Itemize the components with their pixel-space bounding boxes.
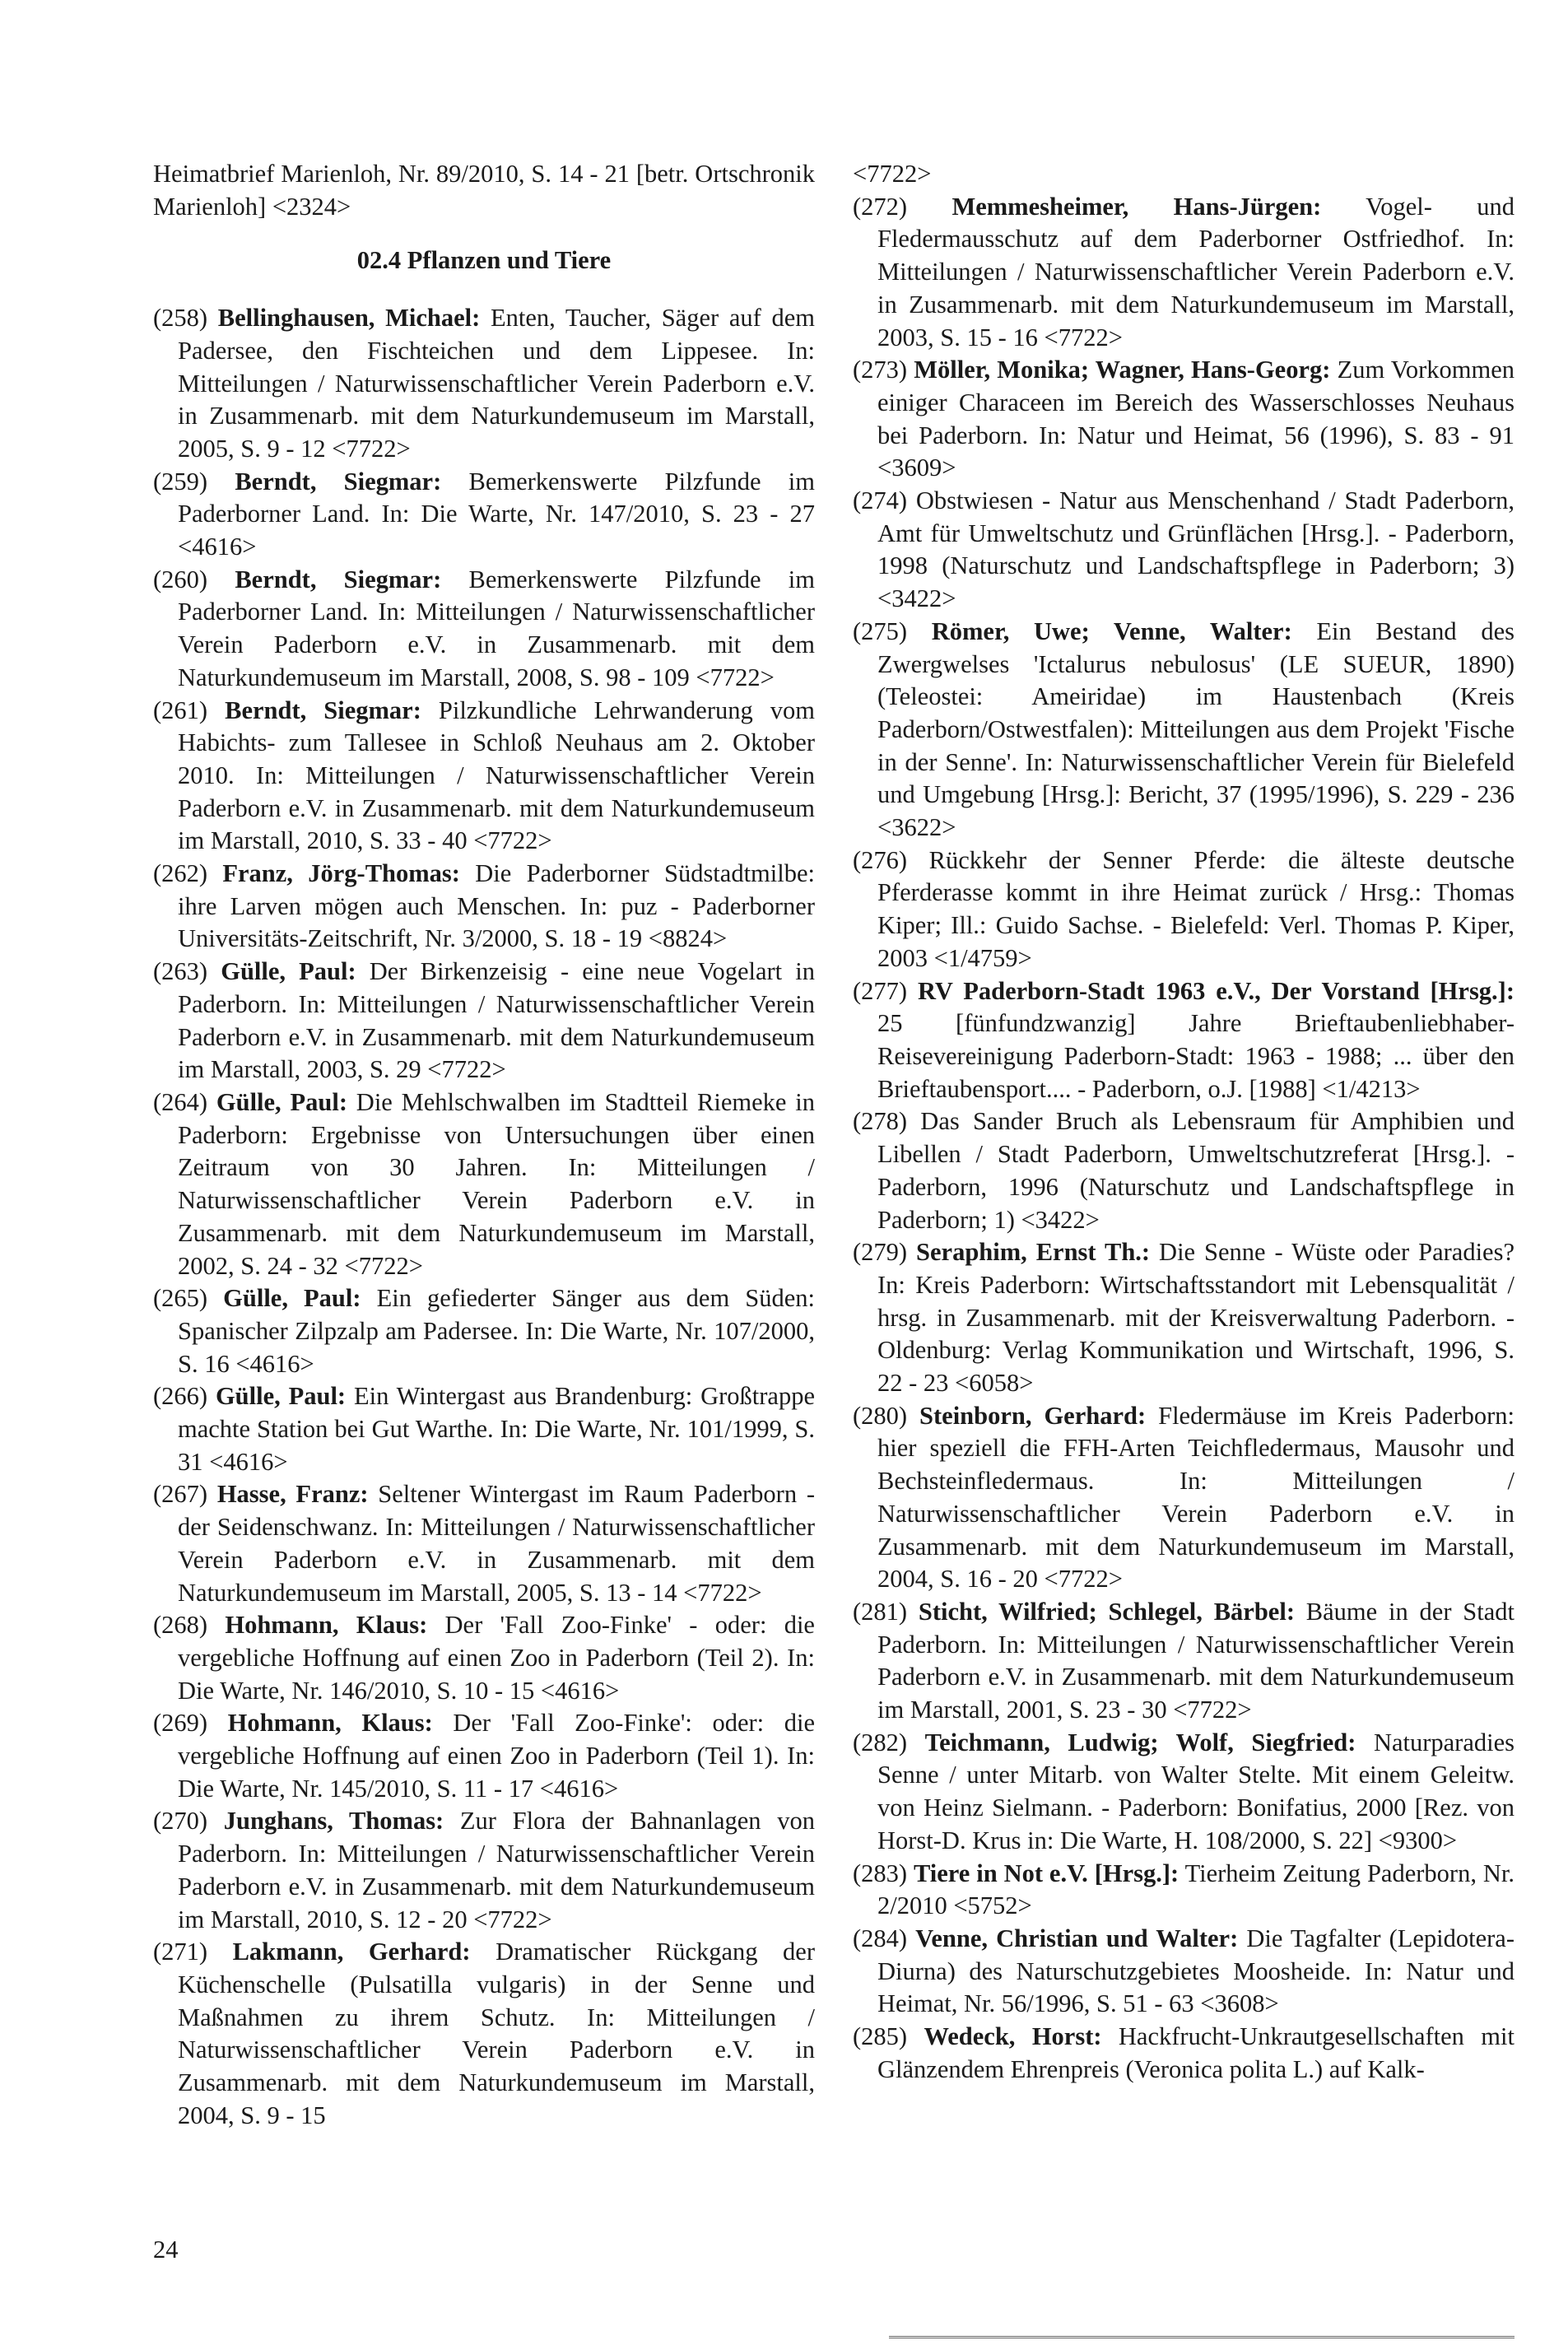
entry-author: RV Paderborn-Stadt 1963 e.V., Der Vorstand [Hrsg.]: bbox=[917, 976, 1514, 1005]
entry-number: (264) bbox=[153, 1087, 216, 1116]
entry-author: Venne, Christian und Walter: bbox=[915, 1924, 1239, 1952]
entry-number: (273) bbox=[853, 356, 914, 384]
entry-author: Gülle, Paul: bbox=[216, 1087, 347, 1116]
entry-author: Teichmann, Ludwig; Wolf, Siegfried: bbox=[924, 1728, 1356, 1756]
entry-text: 25 [fünfundzwanzig] Jahre Brieftaubenliebhaber-Reisevereinigung Paderborn-Stadt: 1963 - 1988; ... über den Brieftaubensport.... - Paderborn, o.J. [1988] <1/4213> bbox=[877, 1009, 1514, 1103]
bibliography-entry bbox=[153, 858, 815, 956]
bibliography-entry bbox=[153, 466, 815, 564]
entry-number: (283) bbox=[853, 1859, 914, 1887]
entry-number: (277) bbox=[853, 976, 918, 1005]
entry-text: Das Sander Bruch als Lebensraum für Amphibien und Libellen / Stadt Paderborn, Umweltschutzreferat [Hrsg.]. - Paderborn, 1996 (Naturschutz und Landschaftspflege in Paderborn; 1) <3422> bbox=[877, 1107, 1514, 1234]
entry-text: Ein Bestand des Zwergwelses 'Ictalurus nebulosus' (LE SUEUR, 1890) (Teleostei: Ameiridae) im Haustenbach (Kreis Paderborn/Ostwestfalen): Mitteilungen aus dem Projekt 'Fische in der Senne'. In: Naturwissenschaftlicher Verein für Bielefeld und Umgebung [Hrsg.]: Bericht, 37 (1995/1996), S. 229 - 236 <3622> bbox=[877, 616, 1514, 842]
page-number: 24 bbox=[153, 2236, 179, 2264]
bibliography-entry bbox=[153, 1478, 815, 1609]
bibliography-entry bbox=[853, 354, 1514, 485]
entry-text: Seltener Wintergast im Raum Paderborn - der Seidenschwanz. In: Mitteilungen / Naturwissenschaftlicher Verein Paderborn e.V. in Zusammenarb. mit dem Naturkundemuseum im Marstall, 2005, S. 13 - 14 <7722> bbox=[178, 1480, 815, 1607]
entry-text: Zum Vorkommen einiger Characeen im Bereich des Wasserschlosses Neuhaus bei Paderborn. In: Natur und Heimat, 56 (1996), S. 83 - 91 <3609> bbox=[877, 356, 1514, 482]
entry-number: (261) bbox=[153, 696, 226, 724]
entry-author: Gülle, Paul: bbox=[223, 1284, 361, 1313]
bibliography-entry bbox=[153, 956, 815, 1086]
entry-text: Dramatischer Rückgang der Küchenschelle (Pulsatilla vulgaris) in der Senne und Maßnahmen zu ihrem Schutz. In: Mitteilungen / Naturwissenschaftlicher Verein Paderborn e.V. in Zusammenarb. mit dem Naturkundemuseum im Marstall, 2004, S. 9 - 15 bbox=[178, 1938, 815, 2129]
entry-text: Rückkehr der Senner Pferde: die älteste deutsche Pferderasse kommt in ihre Heimat zurück / Hrsg.: Thomas Kiper; Ill.: Guido Sachse. - Bielefeld: Verl. Thomas P. Kiper, 2003 <1/4759> bbox=[877, 845, 1514, 972]
bibliography-entry bbox=[153, 1380, 815, 1478]
entry-number: (278) bbox=[853, 1107, 921, 1136]
bibliography-entry bbox=[153, 1282, 815, 1380]
bibliography-entry bbox=[853, 1858, 1514, 1923]
bibliography-entry bbox=[853, 485, 1514, 616]
continued-entry-text: Heimatbrief Marienloh, Nr. 89/2010, S. 14 - 21 [betr. Ortschronik Marienloh] <2324> bbox=[153, 160, 815, 221]
bibliography-entry bbox=[153, 1936, 815, 2132]
section-heading: 02.4 Pflanzen und Tiere bbox=[356, 246, 612, 275]
bibliography-entry bbox=[853, 975, 1514, 1106]
entry-number: (274) bbox=[853, 486, 916, 515]
bibliography-entry bbox=[853, 1923, 1514, 2021]
entry-text: Ein gefiederter Sänger aus dem Süden: Spanischer Zilpzalp am Padersee. In: Die Warte, Nr. 107/2000, S. 16 <4616> bbox=[178, 1284, 815, 1378]
bibliography-entry bbox=[153, 1086, 815, 1282]
entry-text: Die Paderborner Südstadtmilbe: ihre Larven mögen auch Menschen. In: puz - Paderborner Universitäts-Zeitschrift, Nr. 3/2000, S. 18 - 19 <8824> bbox=[178, 859, 815, 953]
entry-author: Memmesheimer, Hans-Jürgen: bbox=[952, 192, 1322, 221]
bibliography-entry bbox=[853, 1400, 1514, 1596]
entry-number: (265) bbox=[153, 1284, 224, 1313]
bibliography-entry bbox=[853, 844, 1514, 975]
entry-number: (263) bbox=[153, 957, 221, 986]
entry-author: Hasse, Franz: bbox=[216, 1480, 369, 1509]
entry-text: Die Mehlschwalben im Stadtteil Riemeke in Paderborn: Ergebnisse von Untersuchungen über einen Zeitraum von 30 Jahren. In: Mitteilungen / Naturwissenschaftlicher Verein Paderborn e.V. in Zusammenarb. mit dem Naturkundemuseum im Marstall, 2002, S. 24 - 32 <7722> bbox=[178, 1087, 815, 1280]
entry-number: (258) bbox=[153, 304, 218, 333]
entry-text: Obstwiesen - Natur aus Menschenhand / Stadt Paderborn, Amt für Umweltschutz und Grünflächen [Hrsg.]. - Paderborn, 1998 (Naturschutz und Landschaftspflege in Paderborn; 3) <3422> bbox=[877, 486, 1514, 613]
entry-text: Tierheim Zeitung Paderborn, Nr. 2/2010 <5752> bbox=[877, 1859, 1514, 1920]
entry-number: (272) bbox=[853, 192, 952, 221]
entry-text: Hackfrucht-Unkrautgesellschaften mit Glänzendem Ehrenpreis (Veronica polita L.) auf Kalk- bbox=[877, 2022, 1514, 2083]
entry-number: (266) bbox=[153, 1382, 216, 1411]
entry-number: (270) bbox=[153, 1807, 224, 1836]
entry-author: Gülle, Paul: bbox=[215, 1382, 347, 1411]
entry-text: Naturparadies Senne / unter Mitarb. von Walter Stelte. Mit einem Geleitw. von Heinz Sielmann. - Paderborn: Bonifatius, 2000 [Rez. von Horst-D. Krus in: Die Warte, H. 108/2000, S. 22] <9300> bbox=[877, 1728, 1514, 1854]
entry-text: Bemerkenswerte Pilzfunde im Paderborner Land. In: Die Warte, Nr. 147/2010, S. 23 - 27 <4616> bbox=[178, 467, 815, 561]
bibliography-entry bbox=[853, 1105, 1514, 1236]
entry-text: Bäume in der Stadt Paderborn. In: Mitteilungen / Naturwissenschaftlicher Verein Paderborn e.V. in Zusammenarb. mit dem Naturkundemuseum im Marstall, 2001, S. 23 - 30 <7722> bbox=[877, 1597, 1514, 1724]
entry-number: (271) bbox=[153, 1938, 233, 1966]
entry-author: Berndt, Siegmar: bbox=[235, 467, 442, 496]
entry-text: Die Tagfalter (Lepidotera-Diurna) des Naturschutzgebietes Moosheide. In: Natur und Heimat, Nr. 56/1996, S. 51 - 63 <3608> bbox=[877, 1924, 1514, 2018]
entry-number: (262) bbox=[153, 859, 223, 888]
entry-author: Junghans, Thomas: bbox=[223, 1807, 444, 1836]
entry-author: Sticht, Wilfried; Schlegel, Bärbel: bbox=[918, 1597, 1295, 1626]
entry-number: (279) bbox=[853, 1238, 917, 1267]
entry-author: Seraphim, Ernst Th.: bbox=[916, 1238, 1151, 1267]
entry-text: Der 'Fall Zoo-Finke' - oder: die vergebliche Hoffnung auf einen Zoo in Paderborn (Teil 2). In: Die Warte, Nr. 146/2010, S. 10 - 15 <4616> bbox=[178, 1611, 815, 1705]
entry-number: (275) bbox=[853, 616, 932, 645]
entry-number: (281) bbox=[853, 1597, 919, 1626]
bibliography-entry bbox=[853, 1727, 1514, 1858]
entry-author: Berndt, Siegmar: bbox=[235, 565, 442, 593]
bibliography-entry bbox=[153, 1609, 815, 1707]
bibliography-entry bbox=[153, 564, 815, 695]
entry-author: Möller, Monika; Wagner, Hans-Georg: bbox=[914, 356, 1331, 384]
entry-author: Gülle, Paul: bbox=[221, 957, 356, 986]
entry-text: Bemerkenswerte Pilzfunde im Paderborner Land. In: Mitteilungen / Naturwissenschaftlicher Verein Paderborn e.V. in Zusammenarb. mit dem Naturkundemuseum im Marstall, 2008, S. 98 - 109 <7722> bbox=[178, 565, 815, 691]
bibliography-entry bbox=[853, 1596, 1514, 1727]
entry-number: (267) bbox=[153, 1480, 217, 1509]
entry-author: Franz, Jörg-Thomas: bbox=[222, 859, 460, 888]
entry-author: Bellinghausen, Michael: bbox=[217, 304, 481, 333]
bibliography-entry bbox=[853, 2021, 1514, 2086]
bibliography-entry bbox=[153, 695, 815, 858]
entry-number: (268) bbox=[153, 1611, 226, 1640]
entry-author: Wedeck, Horst: bbox=[924, 2022, 1102, 2051]
footer-rule bbox=[889, 2336, 1514, 2338]
entry-number: (285) bbox=[853, 2022, 924, 2051]
bibliography-list-left bbox=[153, 302, 815, 2132]
bibliography-list-right bbox=[853, 191, 1514, 2087]
entry-text: Fledermäuse im Kreis Paderborn: hier speziell die FFH-Arten Teichfledermaus, Mausohr und Bechsteinfledermaus. In: Mitteilungen / Naturwissenschaftlicher Verein Paderborn e.V. in Zusammenarb. mit dem Naturkundemuseum im Marstall, 2004, S. 16 - 20 <7722> bbox=[877, 1401, 1514, 1594]
entry-text: Enten, Taucher, Säger auf dem Padersee, den Fischteichen und dem Lippesee. In: Mitteilungen / Naturwissenschaftlicher Verein Paderborn e.V. in Zusammenarb. mit dem Naturkundemuseum im Marstall, 2005, S. 9 - 12 <7722> bbox=[178, 304, 815, 463]
entry-text: Der Birkenzeisig - eine neue Vogelart in Paderborn. In: Mitteilungen / Naturwissenschaftlicher Verein Paderborn e.V. in Zusammenarb. mit dem Naturkundemuseum im Marstall, 2003, S. 29 <7722> bbox=[178, 957, 815, 1084]
entry-number: (276) bbox=[853, 845, 929, 874]
right-column bbox=[853, 158, 1514, 2086]
entry-number: (260) bbox=[153, 565, 235, 593]
bibliography-entry bbox=[153, 302, 815, 466]
bibliography-entry bbox=[853, 1236, 1514, 1400]
entry-text: Ein Wintergast aus Brandenburg: Großtrappe machte Station bei Gut Warthe. In: Die Warte, Nr. 101/1999, S. 31 <4616> bbox=[178, 1382, 815, 1476]
entry-author: Steinborn, Gerhard: bbox=[919, 1401, 1147, 1430]
entry-author: Berndt, Siegmar: bbox=[225, 696, 421, 724]
bibliography-entry bbox=[153, 1707, 815, 1805]
entry-author: Römer, Uwe; Venne, Walter: bbox=[931, 616, 1292, 645]
bibliography-entry bbox=[853, 191, 1514, 355]
entry-text: Pilzkundliche Lehrwanderung vom Habichts- zum Tallesee in Schloß Neuhaus am 2. Oktober 2010. In: Mitteilungen / Naturwissenschaftlicher Verein Paderborn e.V. in Zusammenarb. mit dem Naturkundemuseum im Marstall, 2010, S. 33 - 40 <7722> bbox=[178, 696, 815, 855]
bibliography-entry bbox=[153, 1805, 815, 1936]
entry-text: Die Senne - Wüste oder Paradies? In: Kreis Paderborn: Wirtschaftsstandort mit Lebensqualität / hrsg. in Zusammenarb. mit der Kreisverwaltung Paderborn. - Oldenburg: Verlag Kommunikation und Wirtschaft, 1996, S. 22 - 23 <6058> bbox=[877, 1238, 1514, 1398]
entry-author: Hohmann, Klaus: bbox=[225, 1611, 428, 1640]
entry-number: (282) bbox=[853, 1728, 925, 1756]
bibliography-entry bbox=[853, 616, 1514, 844]
entry-number: (259) bbox=[153, 467, 235, 496]
entry-author: Hohmann, Klaus: bbox=[227, 1709, 433, 1738]
entry-number: (284) bbox=[853, 1924, 916, 1952]
entry-author: Tiere in Not e.V. [Hrsg.]: bbox=[913, 1859, 1179, 1887]
entry-author: Lakmann, Gerhard: bbox=[232, 1938, 471, 1966]
entry-number: (280) bbox=[853, 1401, 920, 1430]
entry-text: Vogel- und Fledermausschutz auf dem Paderborner Ostfriedhof. In: Mitteilungen / Naturwissenschaftlicher Verein Paderborn e.V. in Zusammenarb. mit dem Naturkundemuseum im Marstall, 2003, S. 15 - 16 <7722> bbox=[877, 192, 1514, 351]
entry-text: Der 'Fall Zoo-Finke': oder: die vergebliche Hoffnung auf einen Zoo in Paderborn (Teil 1). In: Die Warte, Nr. 145/2010, S. 11 - 17 <4616> bbox=[178, 1709, 815, 1803]
entry-number: (269) bbox=[153, 1709, 228, 1738]
left-column bbox=[153, 158, 815, 2132]
continued-entry-text: <7722> bbox=[853, 160, 932, 188]
entry-text: Zur Flora der Bahnanlagen von Paderborn. In: Mitteilungen / Naturwissenschaftlicher Verein Paderborn e.V. in Zusammenarb. mit dem Naturkundemuseum im Marstall, 2010, S. 12 - 20 <7722> bbox=[178, 1807, 815, 1933]
